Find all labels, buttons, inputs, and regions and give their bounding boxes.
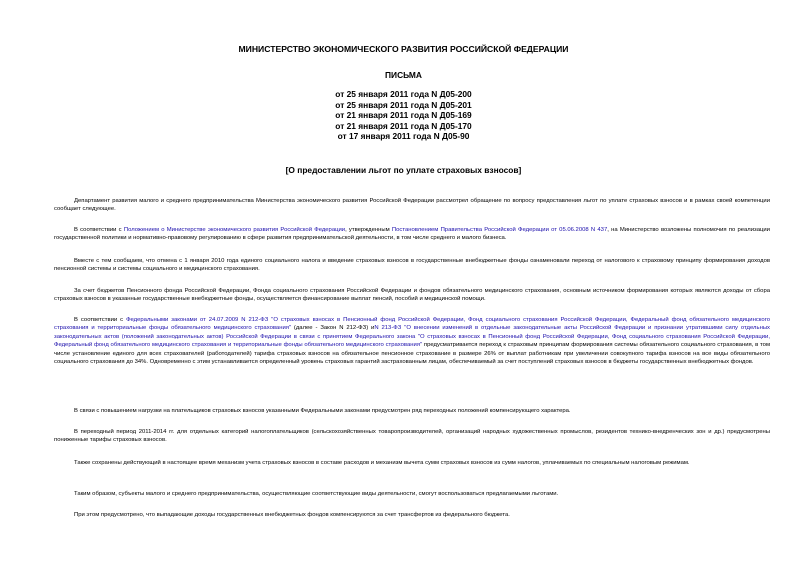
paragraph-text: , на Министерство возложены полномочия по реализации государственной политики и нормативно-правовому регулированию в сфере развития предпринимательской деятельности, в том числе среднего и малого бизнеса.	[54, 227, 770, 242]
government-decree-link[interactable]: Постановлением Правительства Российской Федерации от 05.06.2008 N 437	[391, 227, 608, 233]
paragraph-text: (далее - Закон N 212-ФЗ) и	[291, 325, 375, 332]
paragraph-2	[54, 226, 770, 243]
paragraph-5	[54, 316, 770, 366]
letter-dates	[0, 89, 807, 142]
paragraph-10: При этом предусмотрено, что выпадающие доходы государственных внебюджетных фондов компенсируются за счет трансфертов из федерального бюджета.	[74, 512, 510, 518]
paragraph-8: Также сохранены действующий в настоящее время механизм учета страховых взносов в составе расходов и механизм вычета сумм страховых взносов из сумм налогов, уплачиваемых по специальным налоговым режимам.	[74, 460, 690, 466]
ministry-title: МИНИСТЕРСТВО ЭКОНОМИЧЕСКОГО РАЗВИТИЯ РОССИЙСКОЙ ФЕДЕРАЦИИ	[238, 44, 569, 54]
federal-law-213-link[interactable]: N 213-ФЗ "О внесении изменений в отдельные законодательные акты Российской Федерации и признании утратившими силу отдельных законодательных актов (положений законодательных актов) Российской Федерации в связи с принятием Федерального закона "О страховых взносах в Пенсионный фонд Российской Федерации, Фонд социального страхования Российской Федерации, Федеральный фонд обязательного медицинского страхования и территориальные фонды обязательного медицинского страхования"	[54, 325, 770, 349]
paragraph-6: В связи с повышением нагрузки на плательщиков страховых взносов указанными Федеральными законами предусмотрен ряд переходных положений компенсирующего характера.	[74, 408, 571, 414]
document-type: ПИСЬМА	[385, 70, 422, 80]
paragraph-text: В соответствии с	[74, 227, 124, 233]
paragraph-7: В переходный период 2011-2014 гг. для отдельных категорий налогоплательщиков (сельскохозяйственных товаропроизводителей, организаций народных художественных промыслов, резидентов технико-внедренческих зон и др.) предусмотрены пониженные тарифы страховых взносов.	[54, 429, 770, 444]
letter-date: от 21 января 2011 года N Д05-170	[335, 120, 472, 131]
paragraph-4: За счет бюджетов Пенсионного фонда Российской Федерации, Фонда социального страхования Российской Федерации и фондов обязательного медицинского страхования, основным источником формирования которых являются доходы от сбора страховых взносов в указанные государственные внебюджетные фонды, осуществляется финансирование выплат пенсий, пособий и медицинской помощи.	[54, 288, 770, 303]
federal-law-212-link[interactable]: Федеральными законами от 24.07.2009 N 212-ФЗ "О страховых взносах в Пенсионный фонд Российской Федерации, Фонд социального страхования Российской Федерации, Федеральный фонд обязательного медицинского страхования и территориальные фонды обязательного медицинского страхования"	[54, 317, 770, 332]
letter-date: от 17 января 2011 года N Д05-90	[337, 131, 470, 142]
regulation-link[interactable]: Положением о Министерстве экономического развития Российской Федерации	[123, 227, 346, 233]
paragraph-1: Департамент развития малого и среднего предпринимательства Министерства экономического развития Российской Федерации рассмотрел обращение по вопросу предоставления льгот по уплате страховых взносов и в рамках своей компетенции сообщает следующее.	[54, 198, 770, 213]
paragraph-text: В соответствии с	[74, 317, 127, 323]
letter-date: от 21 января 2011 года N Д05-169	[335, 110, 472, 121]
paragraph-text: предусматривается переход к страховым принципам формирования системы обязательного социального страхования, в том числе установление единого для всех страхователей (работодателей) тарифа страховых взносов на обязательное пенсионное страхование в размере 26% от выплат работникам при увеличении совокупного тарифа взносов на все виды обязательного социального страхования до 34%. Одновременно с этим устанавливается определенный уровень страховых гарантий застрахованным лицам, обеспечиваемый за счет поступлений страховых взносов в бюджеты государственных внебюджетных фондов.	[54, 342, 770, 366]
document-subject: [О предоставлении льгот по уплате страховых взносов]	[285, 165, 522, 175]
letter-date: от 25 января 2011 года N Д05-200	[335, 89, 472, 99]
paragraph-text: , утвержденным	[345, 227, 392, 233]
paragraph-9: Таким образом, субъекты малого и среднего предпринимательства, осуществляющие соответствующие виды деятельности, смогут воспользоваться предлагаемыми льготами.	[74, 491, 559, 497]
paragraph-3: Вместе с тем сообщаем, что отмена с 1 января 2010 года единого социального налога и введение страховых взносов в государственные внебюджетные фонды ознаменовали переход от налогового к страховому принципу формирования доходов пенсионной системы и системы социального и медицинского страхования.	[54, 258, 770, 273]
letter-date: от 25 января 2011 года N Д05-201	[335, 99, 472, 110]
